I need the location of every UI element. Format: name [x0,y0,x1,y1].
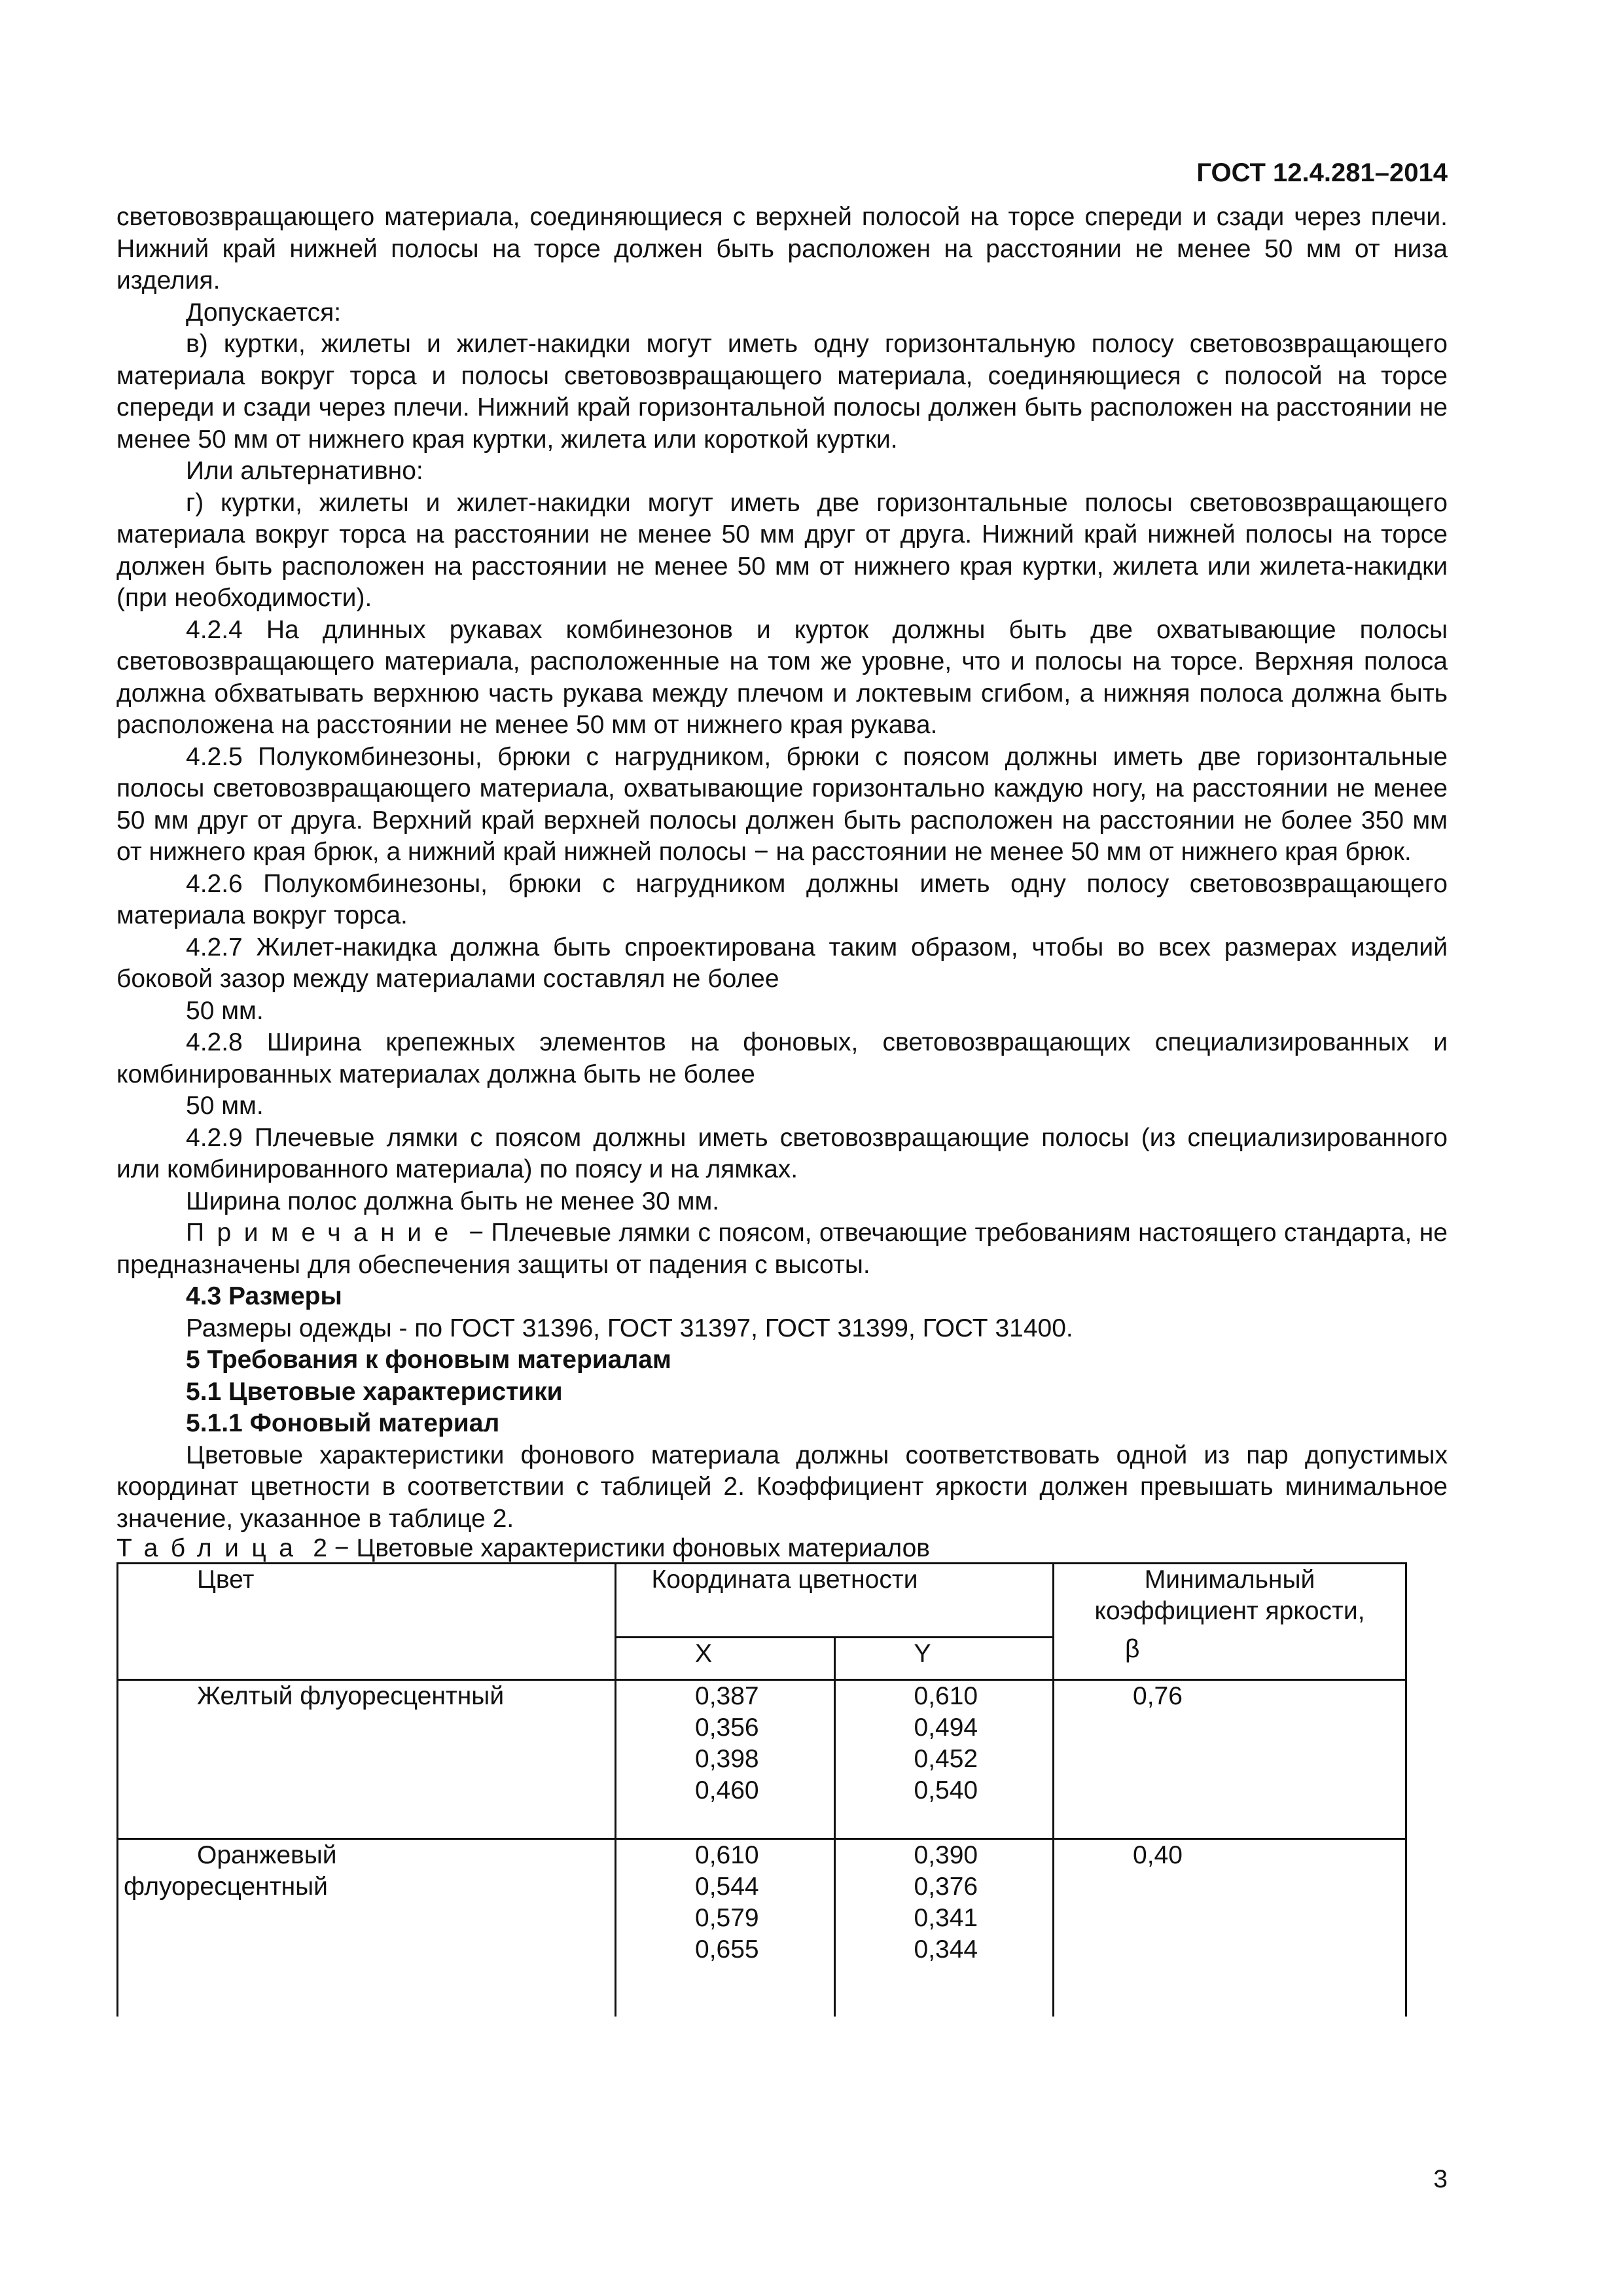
header-coordinate: Координата цветности [616,1564,1054,1638]
table-caption [116,1535,1448,1562]
document-header: ГОСТ 12.4.281–2014 [1196,158,1448,187]
x-value: 0,610 [695,1841,759,1869]
x-value: 0,387 [695,1682,759,1710]
paragraph: Допускается: [186,298,342,327]
y-value: 0,341 [914,1904,978,1932]
page-number: 3 [1433,2165,1448,2193]
table-caption-text: 2 − Цветовые характеристики фоновых материалов [306,1534,930,1562]
min-coef-value: 0,76 [1054,1680,1406,1839]
section-heading: 5 Требования к фоновым материалам [186,1346,671,1374]
y-value: 0,452 [914,1745,978,1773]
y-value: 0,376 [914,1873,978,1901]
color-name: Желтый флуоресцентный [118,1680,616,1839]
x-value: 0,356 [695,1713,759,1742]
paragraph: световозвращающего материала, соединяющиеся с верхней полосой на торсе спереди и сзади через плечи. Нижний край нижней полосы на торсе должен быть расположен на расстоянии не менее 50 мм от низа изделия. [116,203,1448,295]
x-value: 0,460 [695,1776,759,1804]
header-y: Y [834,1638,1054,1680]
paragraph: в) куртки, жилеты и жилет-накидки могут иметь одну горизонтальную полосу световозвращающего материала вокруг торса и полосы световозвращающего материала, соединяющиеся с полосой на торсе спереди и сзади через плечи. Нижний край горизонтальной полосы должен быть расположен на расстоянии не менее 50 мм от нижнего края куртки, жилета или короткой куртки. [116,330,1448,454]
header-beta: β [1125,1635,1140,1663]
color-name-line: Оранжевый [197,1841,337,1869]
x-value: 0,398 [695,1745,759,1773]
paragraph: Ширина полос должна быть не менее 30 мм. [186,1187,720,1215]
min-coef-value: 0,40 [1054,1839,1406,2017]
header-min-coef [1054,1564,1406,1680]
paragraph: Размеры одежды - по ГОСТ 31396, ГОСТ 31397, ГОСТ 31399, ГОСТ 31400. [186,1314,1073,1342]
section-heading: 5.1.1 Фоновый материал [186,1409,500,1437]
y-value: 0,494 [914,1713,978,1742]
paragraph: Цветовые характеристики фонового материала должны соответствовать одной из пар допустимых координат цветности в соответствии с таблицей 2. Коэффициент яркости должен превышать минимальное значение, указанное в таблице 2. [116,1441,1448,1533]
y-values [834,1839,1054,2017]
y-value: 0,610 [914,1682,978,1710]
y-value: 0,344 [914,1935,978,1964]
table-caption-label: Таблица [116,1534,306,1562]
document-body [116,202,1448,2017]
y-value: 0,390 [914,1841,978,1869]
color-name [118,1839,616,2017]
note-paragraph [116,1217,1448,1281]
paragraph: 4.2.4 На длинных рукавах комбинезонов и курток должны быть две охватывающие полосы световозвращающего материала, расположенные на том же уровне, что и полосы на торсе. Верхняя полоса должна обхватывать верхнюю часть рукава между плечом и локтевым сгибом, а нижняя полоса должна быть расположена на расстоянии не менее 50 мм от нижнего края рукава. [116,615,1448,739]
paragraph: 4.2.5 Полукомбинезоны, брюки с нагрудником, брюки с поясом должны иметь две горизонтальные полосы световозвращающего материала, охватывающие горизонтально каждую ногу, на расстоянии не менее 50 мм друг от друга. Верхний край верхней полосы должен быть расположен на расстоянии не более 350 мм от нижнего края брюк, а нижний край нижней полосы − на расстоянии не менее 50 мм от нижнего края брюк. [116,742,1448,866]
y-values [834,1680,1054,1839]
paragraph: 4.2.7 Жилет-накидка должна быть спроектирована таким образом, чтобы во всех размерах изделий боковой зазор между материалами составлял не более [116,933,1448,993]
paragraph: 4.2.6 Полукомбинезоны, брюки с нагрудником должны иметь одну полосу световозвращающего материала вокруг торса. [116,869,1448,929]
paragraph: Или альтернативно: [186,457,423,485]
header-x: X [616,1638,835,1680]
table-header-row [118,1564,1406,1638]
x-values [616,1680,835,1839]
x-values [616,1839,835,2017]
x-value: 0,655 [695,1935,759,1964]
x-value: 0,544 [695,1873,759,1901]
note-text: − Плечевые лямки с поясом, отвечающие требованиям настоящего стандарта, не предназначены для обеспечения защиты от падения с высоты. [116,1219,1448,1279]
table-row [118,1839,1406,2017]
paragraph: г) куртки, жилеты и жилет-накидки могут иметь две горизонтальные полосы световозвращающего материала вокруг торса на расстоянии не менее 50 мм друг от друга. Нижний край нижней полосы на торсе должен быть расположен на расстоянии не менее 50 мм от нижнего края куртки, жилета или жилета-накидки (при необходимости). [116,488,1448,612]
color-name-line: флуоресцентный [124,1873,328,1901]
paragraph: 4.2.8 Ширина крепежных элементов на фоновых, световозвращающих специализированных и комбинированных материалах должна быть не более [116,1028,1448,1088]
paragraph: 4.2.9 Плечевые лямки с поясом должны иметь световозвращающие полосы (из специализированного или комбинированного материала) по поясу и на лямках. [116,1123,1448,1183]
section-heading: 5.1 Цветовые характеристики [186,1377,563,1406]
x-value: 0,579 [695,1904,759,1932]
paragraph: 50 мм. [186,996,264,1025]
paragraph: 50 мм. [186,1092,264,1120]
header-min-coef-text: Минимальный коэффициент яркости, [1094,1566,1365,1625]
note-label: Примечание [186,1219,461,1247]
y-value: 0,540 [914,1776,978,1804]
section-heading: 4.3 Размеры [186,1282,342,1310]
header-color: Цвет [118,1564,616,1680]
color-characteristics-table [116,1562,1407,2017]
table-row [118,1680,1406,1839]
